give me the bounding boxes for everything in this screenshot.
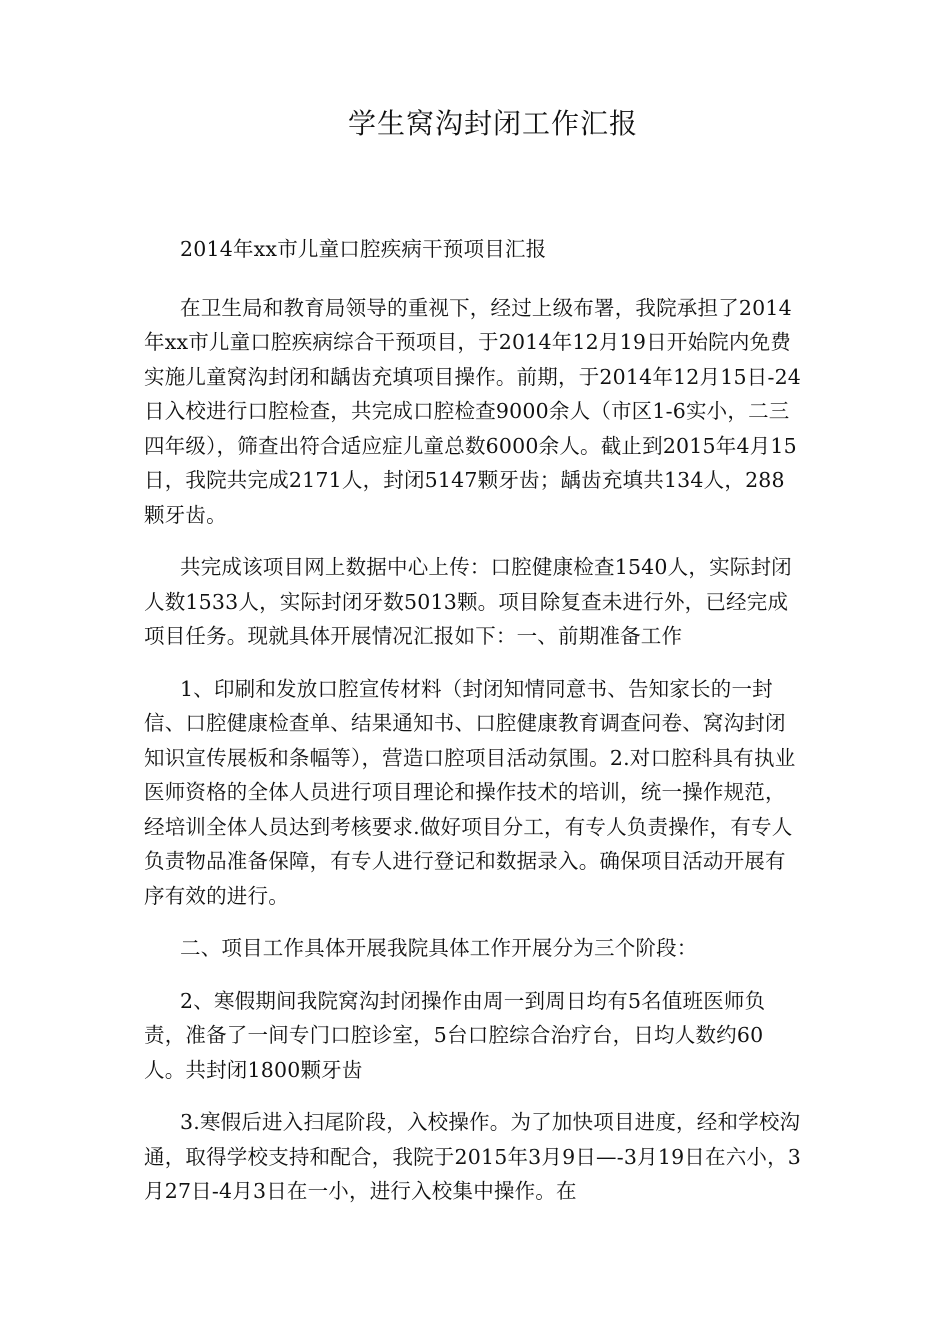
document-title: 学生窝沟封闭工作汇报 — [347, 107, 638, 140]
body-paragraph: 3.寒假后进入扫尾阶段，入校操作。为了加快项目进度，经和学校沟通，取得学校支持和配合，我院于2015年3月9日—-3月19日在六小，3月27日-4月3日在一小，进行入校集中操作。在 — [144, 1110, 802, 1203]
body-paragraph: 在卫生局和教育局领导的重视下，经过上级布署，我院承担了2014年xx市儿童口腔疾病综合干预项目，于2014年12月19日开始院内免费实施儿童窝沟封闭和龋齿充填项目操作。前期，于2014年12月15日-24日入校进行口腔检查，共完成口腔检查9000余人（市区1-6实小，二三四年级），筛查出符合适应症儿童总数6000余人。截止到2015年4月15日，我院共完成2171人，封闭5147颗牙齿；龋齿充填共134人，288颗牙齿。 — [144, 295, 802, 527]
body-paragraph: 二、项目工作具体开展我院具体工作开展分为三个阶段： — [180, 936, 698, 960]
document-body — [144, 232, 804, 1227]
body-paragraph: 2、寒假期间我院窝沟封闭操作由周一到周日均有5名值班医师负责，准备了一间专门口腔诊室，5台口腔综合治疗台，日均人数约60人。共封闭1800颗牙齿 — [144, 988, 766, 1082]
subtitle-paragraph: 2014年xx市儿童口腔疾病干预项目汇报 — [180, 237, 547, 261]
body-paragraph: 1、印刷和发放口腔宣传材料（封闭知情同意书、告知家长的一封信、口腔健康检查单、结果通知书、口腔健康教育调查问卷、窝沟封闭知识宣传展板和条幅等），营造口腔项目活动氛围。2.对口腔科具有执业医师资格的全体人员进行项目理论和操作技术的培训，统一操作规范，经培训全体人员达到考核要求.做好项目分工，有专人负责操作，有专人负责物品准备保障，有专人进行登记和数据录入。确保项目活动开展有序有效的进行。 — [144, 676, 796, 908]
body-paragraph: 共完成该项目网上数据中心上传：口腔健康检查1540人，实际封闭人数1533人，实际封闭牙数5013颗。项目除复查未进行外，已经完成项目任务。现就具体开展情况汇报如下：一、前期准备工作 — [144, 555, 792, 648]
